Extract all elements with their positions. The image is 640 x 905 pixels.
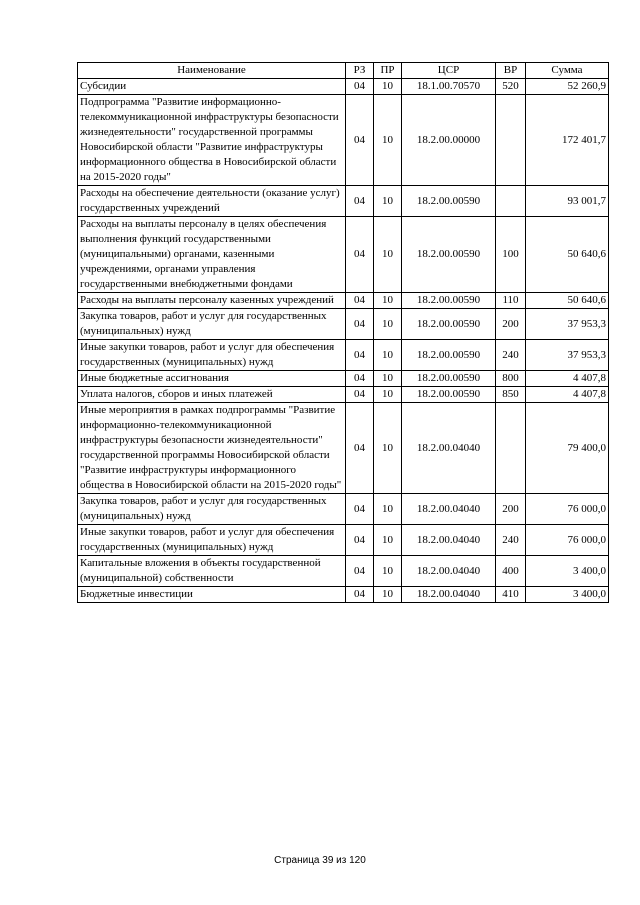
row-sum: 172 401,7 [526, 95, 609, 186]
table-row [78, 95, 609, 186]
table-row [78, 340, 609, 371]
row-sum: 3 400,0 [526, 587, 609, 603]
row-csr: 18.2.00.00590 [402, 371, 496, 387]
row-sum: 3 400,0 [526, 556, 609, 587]
row-name: Расходы на выплаты персоналу в целях обеспечения выполнения функций государственными (муниципальными) органами, казенными учреждениями, органами управления государственными внебюджетными фондами [78, 217, 346, 293]
row-sum: 37 953,3 [526, 309, 609, 340]
table-row [78, 186, 609, 217]
row-vr [496, 95, 526, 186]
table-row [78, 79, 609, 95]
header-pr: ПР [374, 63, 402, 79]
row-sum: 50 640,6 [526, 217, 609, 293]
row-rz: 04 [346, 587, 374, 603]
row-name: Закупка товаров, работ и услуг для государственных (муниципальных) нужд [78, 494, 346, 525]
row-rz: 04 [346, 309, 374, 340]
header-name: Наименование [78, 63, 346, 79]
row-vr [496, 186, 526, 217]
row-pr: 10 [374, 371, 402, 387]
row-name: Субсидии [78, 79, 346, 95]
row-name: Закупка товаров, работ и услуг для государственных (муниципальных) нужд [78, 309, 346, 340]
row-rz: 04 [346, 95, 374, 186]
row-name: Расходы на выплаты персоналу казенных учреждений [78, 293, 346, 309]
header-vr: ВР [496, 63, 526, 79]
row-csr: 18.2.00.04040 [402, 587, 496, 603]
row-rz: 04 [346, 340, 374, 371]
row-pr: 10 [374, 293, 402, 309]
row-name: Иные закупки товаров, работ и услуг для обеспечения государственных (муниципальных) нужд [78, 340, 346, 371]
row-vr: 850 [496, 387, 526, 403]
table-row [78, 387, 609, 403]
row-sum: 93 001,7 [526, 186, 609, 217]
table-row [78, 587, 609, 603]
table-row [78, 403, 609, 494]
row-rz: 04 [346, 525, 374, 556]
row-vr [496, 403, 526, 494]
row-pr: 10 [374, 309, 402, 340]
row-sum: 50 640,6 [526, 293, 609, 309]
row-csr: 18.2.00.00590 [402, 186, 496, 217]
row-sum: 37 953,3 [526, 340, 609, 371]
header-rz: РЗ [346, 63, 374, 79]
row-sum: 76 000,0 [526, 494, 609, 525]
row-pr: 10 [374, 525, 402, 556]
page-number: Страница 39 из 120 [274, 855, 366, 866]
header-sum: Сумма [526, 63, 609, 79]
row-rz: 04 [346, 217, 374, 293]
row-vr: 200 [496, 309, 526, 340]
row-sum: 52 260,9 [526, 79, 609, 95]
row-name: Иные бюджетные ассигнования [78, 371, 346, 387]
row-csr: 18.2.00.00590 [402, 387, 496, 403]
row-vr: 400 [496, 556, 526, 587]
row-vr: 240 [496, 340, 526, 371]
row-rz: 04 [346, 371, 374, 387]
row-vr: 240 [496, 525, 526, 556]
row-vr: 200 [496, 494, 526, 525]
table-row [78, 217, 609, 293]
row-vr: 110 [496, 293, 526, 309]
row-rz: 04 [346, 387, 374, 403]
row-pr: 10 [374, 494, 402, 525]
row-rz: 04 [346, 293, 374, 309]
table-row [78, 309, 609, 340]
table-row [78, 525, 609, 556]
row-csr: 18.2.00.00590 [402, 217, 496, 293]
row-csr: 18.2.00.00590 [402, 340, 496, 371]
row-rz: 04 [346, 494, 374, 525]
row-csr: 18.2.00.04040 [402, 494, 496, 525]
row-name: Уплата налогов, сборов и иных платежей [78, 387, 346, 403]
row-pr: 10 [374, 217, 402, 293]
row-csr: 18.2.00.00590 [402, 309, 496, 340]
row-name: Капитальные вложения в объекты государственной (муниципальной) собственности [78, 556, 346, 587]
row-vr: 100 [496, 217, 526, 293]
row-sum: 4 407,8 [526, 387, 609, 403]
row-rz: 04 [346, 403, 374, 494]
row-sum: 4 407,8 [526, 371, 609, 387]
row-pr: 10 [374, 387, 402, 403]
table-row [78, 371, 609, 387]
table-row [78, 494, 609, 525]
row-pr: 10 [374, 79, 402, 95]
row-sum: 79 400,0 [526, 403, 609, 494]
row-name: Иные закупки товаров, работ и услуг для обеспечения государственных (муниципальных) нужд [78, 525, 346, 556]
row-pr: 10 [374, 340, 402, 371]
row-pr: 10 [374, 556, 402, 587]
row-rz: 04 [346, 556, 374, 587]
row-vr: 800 [496, 371, 526, 387]
row-csr: 18.2.00.04040 [402, 403, 496, 494]
row-name: Иные мероприятия в рамках подпрограммы "Развитие информационно-телекоммуникационной инфраструктуры безопасности жизнедеятельности" государственной программы Новосибирской области "Развитие инфраструктуры информационного общества в Новосибирской области на 2015-2020 годы" [78, 403, 346, 494]
table-header-row [78, 63, 609, 79]
row-csr: 18.2.00.04040 [402, 556, 496, 587]
row-csr: 18.2.00.04040 [402, 525, 496, 556]
row-vr: 410 [496, 587, 526, 603]
table-row [78, 293, 609, 309]
row-name: Расходы на обеспечение деятельности (оказание услуг) государственных учреждений [78, 186, 346, 217]
row-pr: 10 [374, 186, 402, 217]
budget-table [77, 62, 609, 603]
header-csr: ЦСР [402, 63, 496, 79]
row-rz: 04 [346, 79, 374, 95]
row-rz: 04 [346, 186, 374, 217]
row-sum: 76 000,0 [526, 525, 609, 556]
row-pr: 10 [374, 95, 402, 186]
row-pr: 10 [374, 403, 402, 494]
row-csr: 18.1.00.70570 [402, 79, 496, 95]
row-pr: 10 [374, 587, 402, 603]
table-row [78, 556, 609, 587]
row-csr: 18.2.00.00000 [402, 95, 496, 186]
row-name: Подпрограмма "Развитие информационно-телекоммуникационной инфраструктуры безопасности жизнедеятельности" государственной программы Новосибирской области "Развитие инфраструктуры информационного общества в Новосибирской области на 2015-2020 годы" [78, 95, 346, 186]
row-csr: 18.2.00.00590 [402, 293, 496, 309]
row-name: Бюджетные инвестиции [78, 587, 346, 603]
row-vr: 520 [496, 79, 526, 95]
